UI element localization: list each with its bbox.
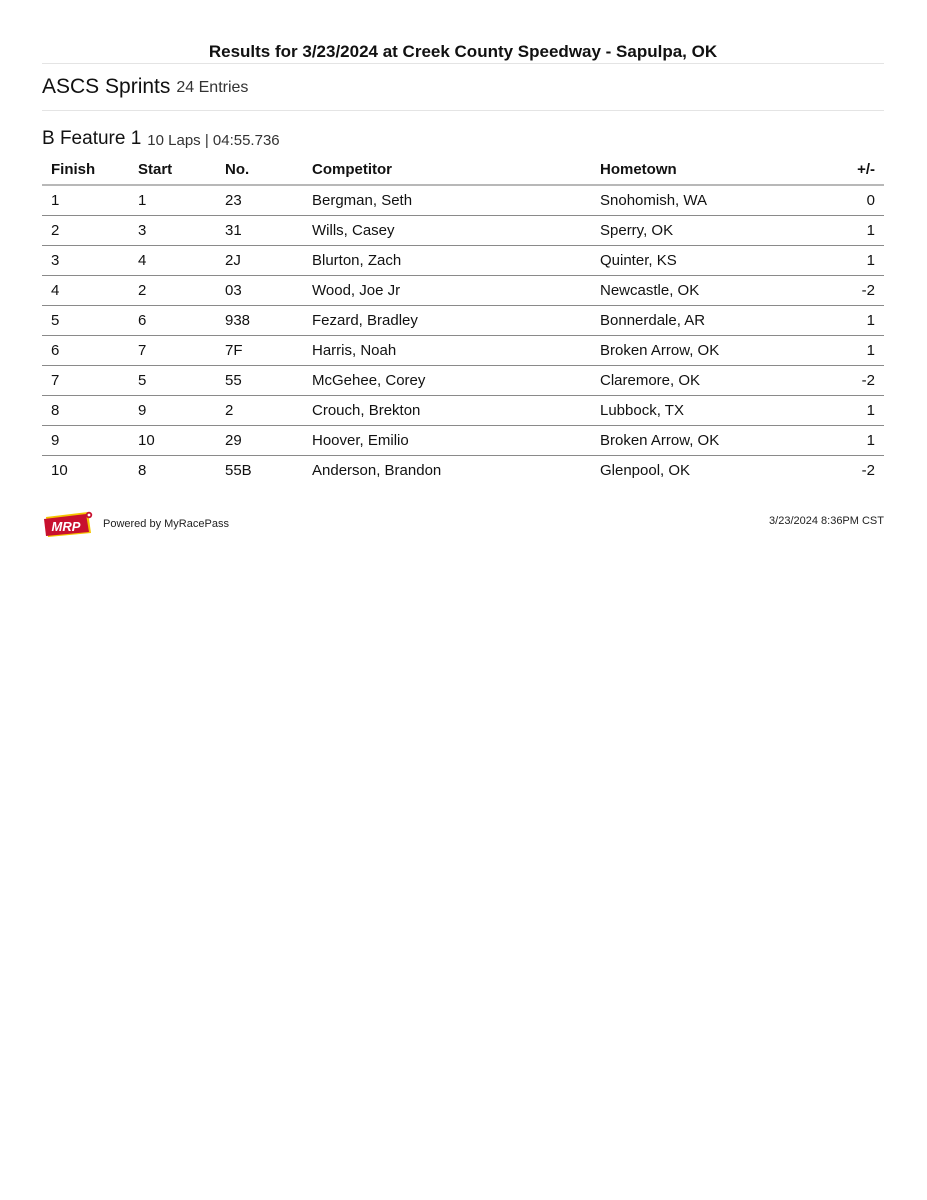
event-info: 10 Laps | 04:55.736 (147, 131, 280, 149)
cell-number: 55 (216, 366, 303, 396)
cell-start: 10 (129, 426, 216, 456)
cell-number: 55B (225, 462, 252, 479)
cell-finish: 8 (42, 396, 129, 426)
cell-hometown: Glenpool, OK (600, 462, 691, 479)
table-row (42, 216, 884, 246)
cell-delta: 1 (830, 396, 884, 426)
cell-number: 7F (216, 336, 303, 366)
header-hometown: Hometown (591, 154, 830, 185)
table-row (42, 426, 884, 456)
cell-finish: 1 (42, 185, 129, 216)
table-row (42, 336, 884, 366)
cell-delta: 1 (830, 336, 884, 366)
results-table (42, 154, 884, 485)
cell-number: 31 (216, 216, 303, 246)
cell-start: 3 (129, 216, 216, 246)
cell-number: 29 (216, 426, 303, 456)
cell-delta: -2 (861, 462, 875, 479)
cell-hometown: Newcastle, OK (591, 276, 830, 306)
cell-finish: 7 (42, 366, 129, 396)
cell-start: 1 (129, 185, 216, 216)
header-finish: Finish (42, 154, 129, 185)
cell-number: 2J (216, 246, 303, 276)
table-row (42, 246, 884, 276)
table-row (42, 366, 884, 396)
cell-competitor: Fezard, Bradley (303, 306, 591, 336)
cell-competitor: Anderson, Brandon (312, 462, 442, 479)
class-header (42, 64, 884, 110)
cell-competitor: Hoover, Emilio (303, 426, 591, 456)
cell-competitor: Harris, Noah (303, 336, 591, 366)
cell-delta: -2 (830, 366, 884, 396)
cell-delta: 0 (830, 185, 884, 216)
cell-start: 6 (129, 306, 216, 336)
cell-competitor: Blurton, Zach (303, 246, 591, 276)
event-header (42, 127, 884, 151)
cell-finish: 6 (42, 336, 129, 366)
cell-start: 9 (129, 396, 216, 426)
cell-hometown: Quinter, KS (591, 246, 830, 276)
cell-start: 8 (138, 462, 147, 479)
logo-text: MRP (51, 519, 81, 534)
cell-delta: 1 (830, 216, 884, 246)
cell-competitor: McGehee, Corey (303, 366, 591, 396)
cell-delta: -2 (830, 276, 884, 306)
cell-number: 2 (216, 396, 303, 426)
cell-start: 5 (129, 366, 216, 396)
cell-number: 938 (216, 306, 303, 336)
results-body (42, 185, 884, 485)
cell-hometown: Bonnerdale, AR (591, 306, 830, 336)
cell-competitor: Wills, Casey (303, 216, 591, 246)
results-page (42, 0, 884, 539)
powered-by-link[interactable]: Powered by MyRacePass (103, 518, 229, 530)
cell-hometown: Broken Arrow, OK (591, 426, 830, 456)
cell-hometown: Broken Arrow, OK (591, 336, 830, 366)
cell-start: 4 (129, 246, 216, 276)
table-row (42, 396, 884, 426)
table-header-row (42, 154, 884, 185)
header-number: No. (216, 154, 303, 185)
cell-hometown: Sperry, OK (591, 216, 830, 246)
class-entries: 24 Entries (176, 79, 249, 96)
cell-start: 7 (129, 336, 216, 366)
header-competitor: Competitor (303, 154, 591, 185)
footer-brand[interactable] (42, 509, 229, 539)
footer (42, 509, 884, 539)
cell-finish: 4 (42, 276, 129, 306)
cell-finish: 3 (42, 246, 129, 276)
cell-competitor: Bergman, Seth (303, 185, 591, 216)
cell-finish: 10 (51, 462, 68, 479)
cell-finish: 9 (42, 426, 129, 456)
class-divider (42, 110, 884, 111)
report-timestamp: 3/23/2024 8:36PM CST (769, 515, 884, 527)
header-delta: +/- (830, 154, 884, 185)
table-row (42, 185, 884, 216)
cell-delta: 1 (830, 246, 884, 276)
cell-hometown: Lubbock, TX (591, 396, 830, 426)
table-row (42, 306, 884, 336)
cell-competitor: Crouch, Brekton (303, 396, 591, 426)
cell-number: 03 (216, 276, 303, 306)
cell-delta: 1 (830, 426, 884, 456)
cell-finish: 5 (42, 306, 129, 336)
header-start: Start (129, 154, 216, 185)
cell-number: 23 (216, 185, 303, 216)
cell-finish: 2 (42, 216, 129, 246)
cell-competitor: Wood, Joe Jr (303, 276, 591, 306)
table-row (42, 456, 884, 486)
cell-delta: 1 (830, 306, 884, 336)
cell-start: 2 (129, 276, 216, 306)
cell-hometown: Snohomish, WA (591, 185, 830, 216)
mrp-logo-icon[interactable] (42, 509, 94, 539)
event-name: B Feature 1 (42, 128, 142, 149)
cell-hometown: Claremore, OK (591, 366, 830, 396)
report-title: Results for 3/23/2024 at Creek County Speedway - Sapulpa, OK (208, 42, 718, 61)
table-row (42, 276, 884, 306)
class-name: ASCS Sprints (42, 75, 171, 98)
